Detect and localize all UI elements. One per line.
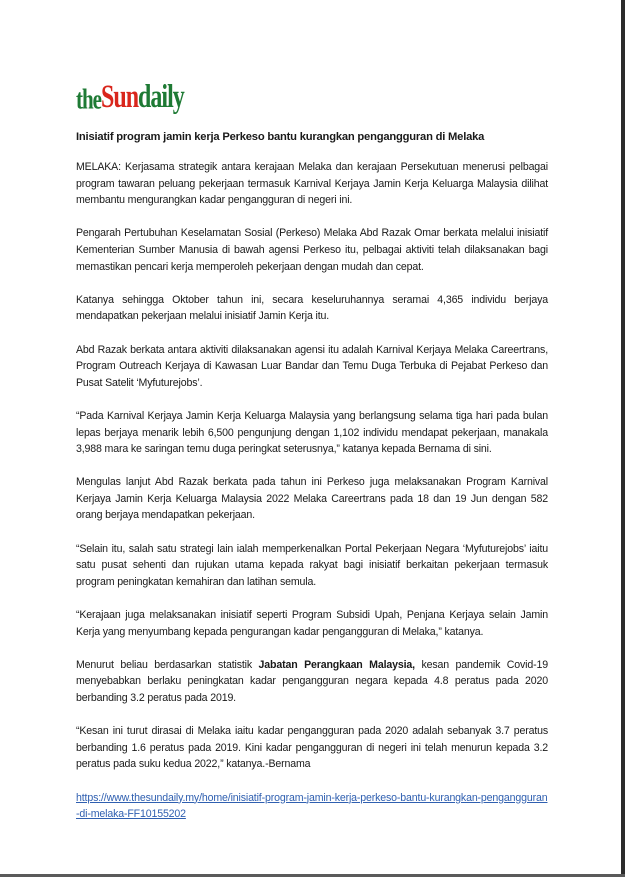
paragraph-3: Katanya sehingga Oktober tahun ini, secara keseluruhannya seramai 4,365 individu berjaya mendapatkan pekerjaan melalui inisiatif Jamin Kerja itu.	[76, 293, 548, 323]
stat-text-after: kesan pandemik Covid-19 menyebabkan berlaku peningkatan kadar pengangguran negara kepada 4.8 peratus pada 2020 berbanding 3.2 peratus pada 2019.	[76, 658, 548, 704]
paragraph-5: “Pada Karnival Kerjaya Jamin Kerja Keluarga Malaysia yang berlangsung selama tiga hari pada bulan lepas berjaya menarik lebih 6,500 pengunjung dengan 1,102 individu mendapat pekerjaan, manakala 3,988 mara ke saringan temu duga peringkat seterusnya,” katanya kepada Bernama di sini.	[76, 409, 548, 456]
paragraph-4: Abd Razak berkata antara aktiviti dilaksanakan agensi itu adalah Karnival Kerjaya Melaka Careertrans, Program Outreach Kerjaya di Kawasan Luar Bandar dan Temu Duga Terbuka di Pejabat Perkeso dan Pusat Satelit ‘Myfuturejobs’.	[76, 343, 548, 389]
paragraph-7: “Selain itu, salah satu strategi lain ialah memperkenalkan Portal Pekerjaan Negara ‘Myfuturejobs’ iaitu satu pusat sehenti dan rujukan utama kepada rakyat bagi inisiatif berkaitan pekerjaan termasuk program peningkatan kemahiran dan latihan semula.	[76, 542, 548, 588]
source-link[interactable]: https://www.thesundaily.my/home/inisiatif-program-jamin-kerja-perkeso-bantu-kurangkan-pengangguran-di-melaka-FF10155202	[76, 791, 548, 821]
paragraph-statistics	[76, 657, 548, 707]
paragraph-8: “Kerajaan juga melaksanakan inisiatif seperti Program Subsidi Upah, Penjana Kerjaya selain Jamin Kerja yang menyumbang kepada pengurangan kadar pengangguran di Melaka,” katanya.	[76, 609, 548, 638]
thesundaily-logo	[76, 76, 548, 114]
article-headline: Inisiatif program jamin kerja Perkeso bantu kurangkan pengangguran di Melaka	[76, 131, 485, 143]
logo-daily: daily	[138, 80, 184, 116]
window-edge-right	[621, 0, 625, 877]
logo-the: the	[76, 82, 101, 116]
paragraph-2: Pengarah Pertubuhan Keselamatan Sosial (Perkeso) Melaka Abd Razak Omar berkata melalui inisiatif Kementerian Sumber Manusia di bawah agensi Perkeso itu, pelbagai aktiviti telah dilaksanakan bagi memastikan pencari kerja memperoleh pekerjaan dengan mudah dan cepat.	[76, 227, 548, 273]
stat-source-bold: Jabatan Perangkaan Malaysia,	[258, 658, 415, 671]
logo-sun: Sun	[101, 80, 139, 116]
stat-text-before: Menurut beliau berdasarkan statistik	[76, 658, 259, 671]
paragraph-closing: “Kesan ini turut dirasai di Melaka iaitu kadar pengangguran pada 2020 adalah sebanyak 3.7 peratus berbanding 1.6 peratus pada 2019. Kini kadar pengangguran di negeri ini telah menurun kepada 3.2 peratus pada suku kedua 2022,” katanya.-Bernama	[76, 725, 548, 771]
paragraph-1: MELAKA: Kerjasama strategik antara kerajaan Melaka dan kerajaan Persekutuan menerusi pelbagai program tawaran peluang pekerjaan termasuk Karnival Kerjaya Jamin Kerja Keluarga Malaysia dilihat membantu mengurangkan kadar pengangguran di negeri ini.	[76, 161, 548, 207]
document-page	[76, 76, 548, 823]
paragraph-6: Mengulas lanjut Abd Razak berkata pada tahun ini Perkeso juga melaksanakan Program Karnival Kerjaya Jamin Kerja Keluarga Malaysia 2022 Melaka Careertrans pada 18 dan 19 Jun dengan 582 orang berjaya mendapatkan pekerjaan.	[76, 476, 548, 522]
